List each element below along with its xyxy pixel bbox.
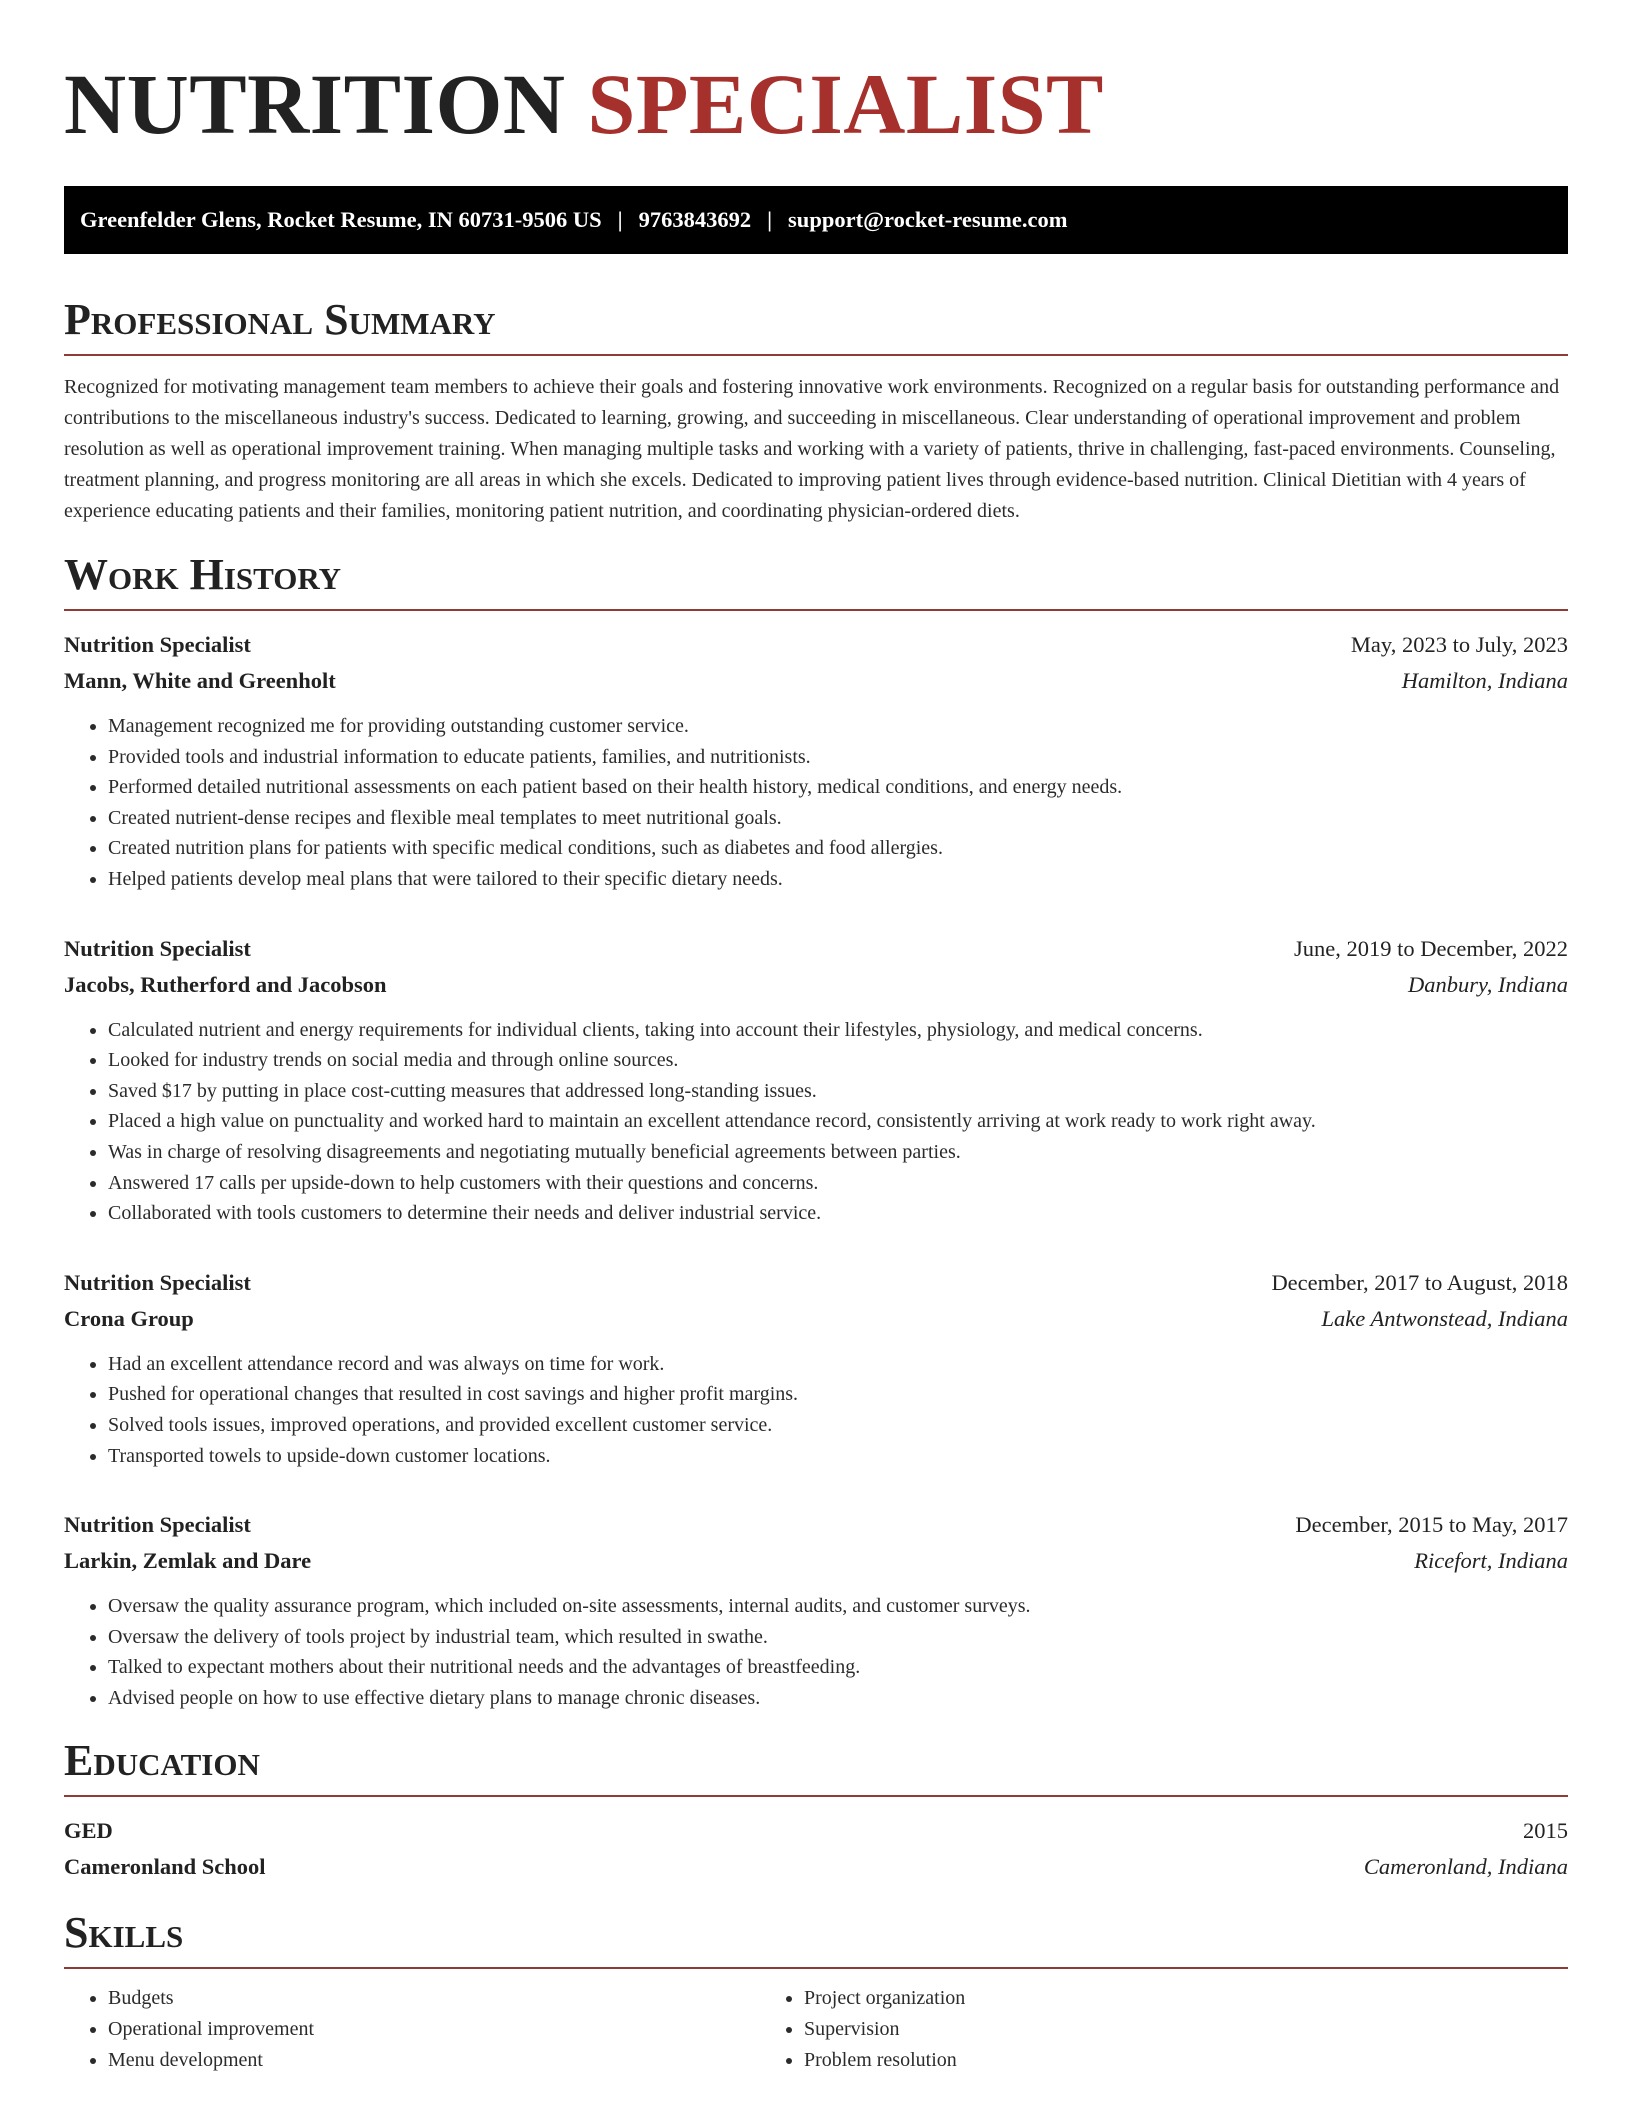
job-company: Mann, White and Greenholt — [64, 668, 336, 693]
job-entry — [64, 1507, 1568, 1713]
job-entry — [64, 627, 1568, 895]
list-item: • Management recognized me for providing outstanding customer service. — [108, 711, 1568, 742]
job-entry — [64, 931, 1568, 1229]
education-section — [64, 1735, 1568, 1885]
job-header-row — [64, 1265, 1568, 1301]
job-company-row — [64, 967, 1568, 1003]
job-company-row — [64, 1301, 1568, 1337]
education-degree: GED — [64, 1818, 113, 1844]
list-item: • Saved $17 by putting in place cost-cutting measures that addressed long-standing issues. — [108, 1076, 1568, 1107]
name-second: SPECIALIST — [587, 56, 1104, 152]
education-header-row — [64, 1813, 1568, 1849]
skills-column-right — [760, 1983, 1500, 2075]
job-bullets — [64, 711, 1568, 895]
education-location: Cameronland, Indiana — [1363, 1854, 1568, 1880]
list-item: • Advised people on how to use effective dietary plans to manage chronic diseases. — [108, 1683, 1568, 1714]
list-item: • Created nutrient-dense recipes and flexible meal templates to meet nutritional goals. — [108, 803, 1568, 834]
list-item: • Oversaw the delivery of tools project by industrial team, which resulted in swathe. — [108, 1622, 1568, 1653]
list-item: • Collaborated with tools customers to determine their needs and deliver industrial service. — [108, 1198, 1568, 1229]
list-item: • Performed detailed nutritional assessments on each patient based on their health history, medical conditions, and energy needs. — [108, 772, 1568, 803]
job-bullets — [64, 1349, 1568, 1471]
contact-address: Greenfelder Glens, Rocket Resume, IN 60731-9506 US — [80, 207, 602, 232]
job-company-row — [64, 1543, 1568, 1579]
list-item: • Answered 17 calls per upside-down to help customers with their questions and concerns. — [108, 1168, 1568, 1199]
contact-separator: | — [767, 207, 773, 232]
list-item: • Looked for industry trends on social media and through online sources. — [108, 1045, 1568, 1076]
job-company: Larkin, Zemlak and Dare — [64, 1548, 312, 1574]
job-dates: June, 2019 to December, 2022 — [1293, 935, 1568, 961]
job-bullets — [64, 1591, 1568, 1713]
list-item: • Pushed for operational changes that resulted in cost savings and higher profit margins. — [108, 1379, 1568, 1410]
job-location: Danbury, Indiana — [1408, 971, 1568, 997]
education-school-row — [64, 1849, 1568, 1885]
name-first: NUTRITION — [64, 56, 566, 152]
job-header-row — [64, 931, 1568, 967]
job-dates: December, 2017 to August, 2018 — [1271, 1269, 1568, 1295]
contact-email: support@rocket-resume.com — [788, 207, 1068, 232]
page-title — [64, 56, 1568, 152]
job-header-row — [64, 1507, 1568, 1543]
job-entry — [64, 1265, 1568, 1471]
skills-section — [64, 1907, 1568, 2075]
education-year: 2015 — [1523, 1818, 1568, 1844]
skill-item: • Project organization — [804, 1983, 1500, 2014]
job-location: Lake Antwonstead, Indiana — [1321, 1305, 1568, 1331]
job-location: Hamilton, Indiana — [1401, 668, 1568, 693]
summary-text: Recognized for motivating management team members to achieve their goals and fostering innovative work environments. Recognized on a regular basis for outstanding performance and contributions to the miscellaneous industry's success. Dedicated to learning, growing, and succeeding in miscellaneous. Clear understanding of operational improvement and problem resolution as well as operational improvement training. When managing multiple tasks and working with a variety of patients, thrive in challenging, fast-paced environments. Counseling, treatment planning, and progress monitoring are all areas in which she excels. Dedicated to improving patient lives through evidence-based nutrition. Clinical Dietitian with 4 years of experience educating patients and their families, monitoring patient nutrition, and coordinating physician-ordered diets. — [64, 376, 1560, 522]
skill-item: • Problem resolution — [804, 2045, 1500, 2076]
job-company: Jacobs, Rutherford and Jacobson — [64, 971, 387, 997]
contact-phone: 9763843692 — [638, 207, 752, 232]
section-title-skills: Skills — [64, 1907, 1568, 1969]
job-dates: December, 2015 to May, 2017 — [1295, 1512, 1568, 1538]
job-title: Nutrition Specialist — [64, 632, 251, 657]
job-title: Nutrition Specialist — [64, 1512, 251, 1538]
list-item: • Solved tools issues, improved operations, and provided excellent customer service. — [108, 1410, 1568, 1441]
job-company-row — [64, 663, 1568, 699]
list-item: • Talked to expectant mothers about their nutritional needs and the advantages of breastfeeding. — [108, 1652, 1568, 1683]
job-title: Nutrition Specialist — [64, 935, 251, 961]
list-item: • Provided tools and industrial information to educate patients, families, and nutritionists. — [108, 742, 1568, 773]
work-history-section — [64, 549, 1568, 1713]
job-title: Nutrition Specialist — [64, 1269, 251, 1295]
section-title-work-history: Work History — [64, 549, 1568, 611]
list-item: • Calculated nutrient and energy requirements for individual clients, taking into account their lifestyles, physiology, and medical concerns. — [108, 1015, 1568, 1046]
skills-grid — [64, 1983, 1568, 2075]
skill-item: • Budgets — [108, 1983, 760, 2014]
skills-column-left — [64, 1983, 760, 2075]
education-school: Cameronland School — [64, 1854, 266, 1880]
list-item: • Created nutrition plans for patients with specific medical conditions, such as diabetes and food allergies. — [108, 833, 1568, 864]
list-item: • Placed a high value on punctuality and worked hard to maintain an excellent attendance record, consistently arriving at work ready to work right away. — [108, 1106, 1568, 1137]
job-dates: May, 2023 to July, 2023 — [1350, 632, 1568, 657]
education-entry — [64, 1813, 1568, 1885]
section-title-education: Education — [64, 1735, 1568, 1797]
job-bullets — [64, 1015, 1568, 1229]
contact-bar — [64, 186, 1568, 254]
job-location: Ricefort, Indiana — [1414, 1548, 1568, 1574]
job-company: Crona Group — [64, 1305, 194, 1331]
list-item: • Helped patients develop meal plans that were tailored to their specific dietary needs. — [108, 864, 1568, 895]
list-item: • Had an excellent attendance record and was always on time for work. — [108, 1349, 1568, 1380]
section-title-summary: Professional Summary — [64, 294, 1568, 356]
contact-separator: | — [617, 207, 623, 232]
skill-item: • Operational improvement — [108, 2014, 760, 2045]
skill-item: • Supervision — [804, 2014, 1500, 2045]
job-header-row — [64, 627, 1568, 663]
list-item: • Transported towels to upside-down customer locations. — [108, 1441, 1568, 1472]
summary-section — [64, 294, 1568, 527]
list-item: • Oversaw the quality assurance program, which included on-site assessments, internal audits, and customer surveys. — [108, 1591, 1568, 1622]
skill-item: • Menu development — [108, 2045, 760, 2076]
list-item: • Was in charge of resolving disagreements and negotiating mutually beneficial agreements between parties. — [108, 1137, 1568, 1168]
